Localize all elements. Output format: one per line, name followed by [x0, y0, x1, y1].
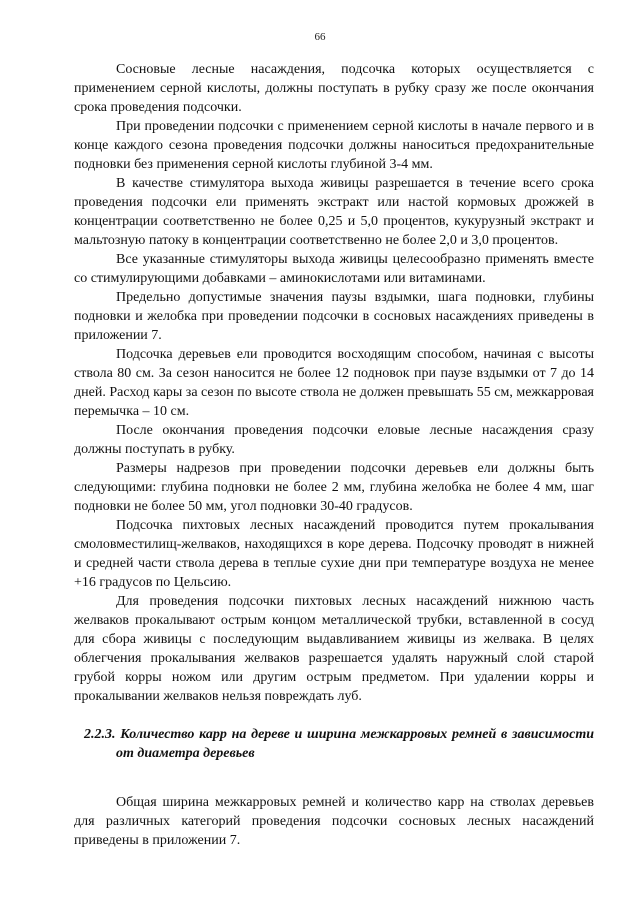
- paragraph: Подсочка деревьев ели проводится восходящим способом, начиная с высоты ствола 80 см. За сезон наносится не более 12 подновок при паузе вздымки от 7 до 14 дней. Расход кары за сезон по высоте ствола не должен превышать 55 см, межкарровая перемычка – 10 см.: [74, 347, 594, 419]
- paragraph: Подсочка пихтовых лесных насаждений проводится путем прокалывания смоловместилищ-желваков, находящихся в коре дерева. Подсочку проводят в нижней и средней части ствола дерева в теплые сухие дни при температуре воздуха не менее +16 градусов по Цельсию.: [74, 518, 594, 590]
- paragraph: В качестве стимулятора выхода живицы разрешается в течение всего срока проведения подсочки ели применять экстракт или настой кормовых дрожжей в концентрации соответственно не более 0,25 и 5,0 процентов, кукурузный экстракт и мальтозную патоку в концентрации соответственно не более 2,0 и 3,0 процентов.: [74, 176, 594, 248]
- paragraph: Все указанные стимуляторы выхода живицы целесообразно применять вместе со стимулирующими добавками – аминокислотами или витаминами.: [74, 252, 594, 286]
- paragraph: Для проведения подсочки пихтовых лесных насаждений нижнюю часть желваков прокалывают острым концом металлической трубки, вставленной в сосуд для сбора живицы с последующим выдавливанием живицы из желвака. В целях облегчения прокалывания желваков разрешается удалять наружный слой старой грубой корры ножом или другим острым предметом. При удалении корры и прокалывании желваков нельзя повреждать луб.: [74, 594, 594, 704]
- page-number: 66: [314, 31, 326, 43]
- body-text: [74, 60, 594, 850]
- paragraph: Общая ширина межкарровых ремней и количество карр на стволах деревьев для различных категорий проведения подсочки сосновых лесных насаждений приведены в приложении 7.: [74, 795, 594, 848]
- paragraph: Предельно допустимые значения паузы вздымки, шага подновки, глубины подновки и желобка при проведении подсочки в сосновых насаждениях приведены в приложении 7.: [74, 290, 594, 343]
- paragraph: Сосновые лесные насаждения, подсочка которых осуществляется с применением серной кислоты, должны поступать в рубку сразу же после окончания срока проведения подсочки.: [74, 62, 594, 115]
- paragraph: При проведении подсочки с применением серной кислоты в начале первого и в конце каждого сезона проведения подсочки должны наноситься предохранительные подновки без применения серной кислоты глубиной 3-4 мм.: [74, 119, 594, 172]
- paragraph: После окончания проведения подсочки еловые лесные насаждения сразу должны поступать в рубку.: [74, 423, 594, 457]
- paragraph: Размеры надрезов при проведении подсочки деревьев ели должны быть следующими: глубина подновки не более 2 мм, глубина желобка не более 4 мм, шаг подновки не более 50 мм, угол подновки 30-40 градусов.: [74, 461, 594, 514]
- section-heading: 2.2.3. Количество карр на дереве и ширина межкарровых ремней в зависимости от диаметра деревьев: [84, 727, 594, 761]
